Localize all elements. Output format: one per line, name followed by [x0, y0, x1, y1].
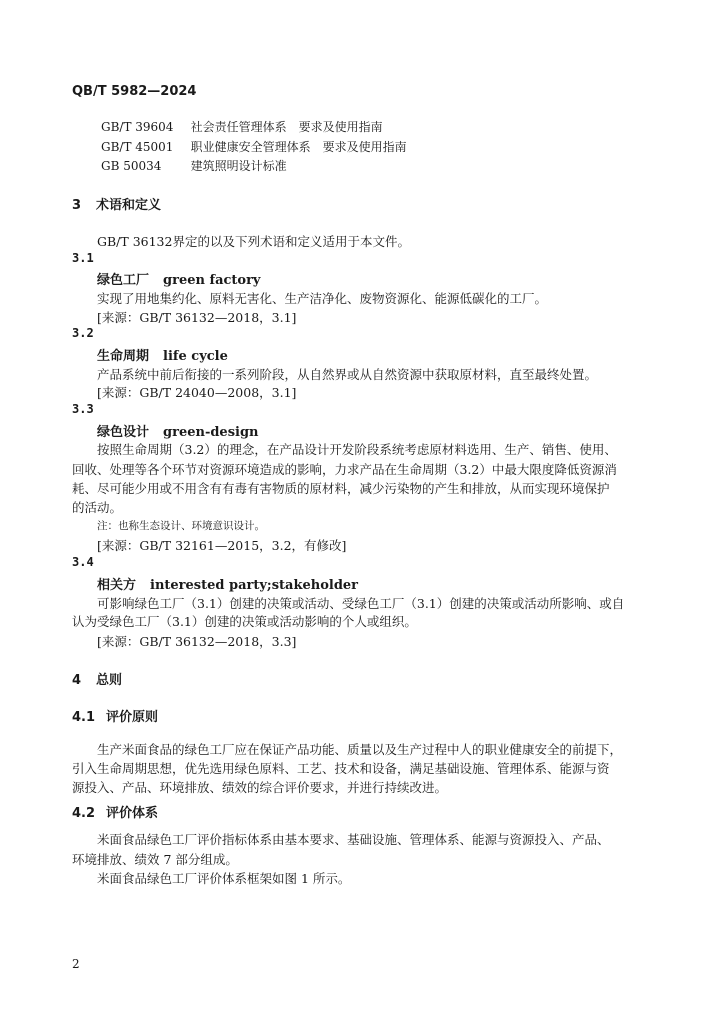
- term-definition: 实现了用地集约化、原料无害化、生产洁净化、废物资源化、能源低碳化的工厂。: [97, 291, 548, 306]
- term-source: [来源：GB/T 24040—2008，3.1]: [97, 385, 297, 400]
- term-heading: [97, 269, 260, 288]
- paragraph-line: 生产米面食品的绿色工厂应在保证产品功能、质量以及生产过程中人的职业健康安全的前提下，: [97, 742, 623, 757]
- term-en: green-design: [163, 425, 259, 440]
- term-source: [来源：GB/T 36132—2018，3.1]: [97, 310, 297, 325]
- reference-title: 建筑照明设计标准: [190, 159, 287, 173]
- subsection-title: 评价体系: [106, 806, 159, 821]
- term-definition-line: 可影响绿色工厂（3.1）创建的决策或活动、受绿色工厂（3.1）创建的决策或活动所影响、或自: [97, 596, 625, 611]
- term-number: 3.4: [72, 555, 94, 569]
- reference-item: [101, 157, 287, 174]
- term-en: green factory: [163, 273, 261, 288]
- reference-item: [101, 138, 407, 155]
- term-en: life cycle: [163, 349, 228, 364]
- term-number: 3.2: [72, 326, 94, 340]
- term-heading: [97, 574, 358, 593]
- term-zh: 生命周期: [97, 349, 150, 364]
- term-zh: 相关方: [97, 578, 137, 593]
- page-number: 2: [72, 957, 80, 971]
- reference-title: 职业健康安全管理体系 要求及使用指南: [190, 140, 407, 154]
- reference-code: GB/T 39604: [101, 120, 174, 134]
- reference-code: GB 50034: [101, 159, 162, 173]
- term-note: 注：也称生态设计、环境意识设计。: [97, 520, 265, 532]
- reference-item: [101, 118, 383, 135]
- term-heading: [97, 421, 259, 440]
- paragraph-line: 环境排放、绩效 7 部分组成。: [72, 852, 238, 867]
- section-title: 总则: [96, 673, 123, 688]
- reference-code: GB/T 45001: [101, 140, 174, 154]
- term-definition: 产品系统中前后衔接的一系列阶段，从自然界或从自然资源中获取原材料，直至最终处置。: [97, 367, 598, 382]
- subsection-number: 4.1: [72, 710, 96, 725]
- term-zh: 绿色设计: [97, 425, 150, 440]
- term-en: interested party;stakeholder: [150, 578, 359, 593]
- section-title: 术语和定义: [96, 198, 162, 213]
- section-heading: [72, 669, 122, 688]
- term-definition-line: 认为受绿色工厂（3.1）创建的决策或活动影响的个人或组织。: [72, 614, 417, 629]
- term-number: 3.3: [72, 402, 94, 416]
- subsection-number: 4.2: [72, 806, 96, 821]
- term-heading: [97, 345, 228, 364]
- term-definition-line: 的活动。: [72, 500, 123, 515]
- subsection-heading: [72, 802, 158, 821]
- section-number: 4: [72, 673, 82, 688]
- reference-title: 社会责任管理体系 要求及使用指南: [190, 120, 383, 134]
- term-definition-line: 按照生命周期（3.2）的理念，在产品设计开发阶段系统考虑原材料选用、生产、销售、使用、: [97, 442, 617, 457]
- term-zh: 绿色工厂: [97, 273, 150, 288]
- term-source: [来源：GB/T 32161—2015，3.2，有修改]: [97, 538, 347, 553]
- paragraph-line: 米面食品绿色工厂评价指标体系由基本要求、基础设施、管理体系、能源与资源投入、产品、: [97, 832, 610, 847]
- paragraph-line: 源投入、产品、环境排放、绩效的综合评价要求，并进行持续改进。: [72, 780, 448, 795]
- paragraph-line: 引入生命周期思想，优先选用绿色原料、工艺、技术和设备，满足基础设施、管理体系、能源与资: [72, 761, 610, 776]
- term-source: [来源：GB/T 36132—2018，3.3]: [97, 634, 297, 649]
- term-definition-line: 回收、处理等各个环节对资源环境造成的影响，力求产品在生命周期（3.2）中最大限度降低资源消: [72, 462, 617, 477]
- section-number: 3: [72, 198, 82, 213]
- section-intro: GB/T 36132界定的以及下列术语和定义适用于本文件。: [97, 234, 410, 249]
- term-number: 3.1: [72, 251, 94, 265]
- document-header: QB/T 5982—2024: [72, 84, 197, 99]
- subsection-title: 评价原则: [106, 710, 159, 725]
- section-heading: [72, 194, 161, 213]
- paragraph-line: 米面食品绿色工厂评价体系框架如图 1 所示。: [97, 871, 351, 886]
- subsection-heading: [72, 706, 158, 725]
- term-definition-line: 耗、尽可能少用或不用含有有毒有害物质的原材料，减少污染物的产生和排放，从而实现环境保护: [72, 481, 610, 496]
